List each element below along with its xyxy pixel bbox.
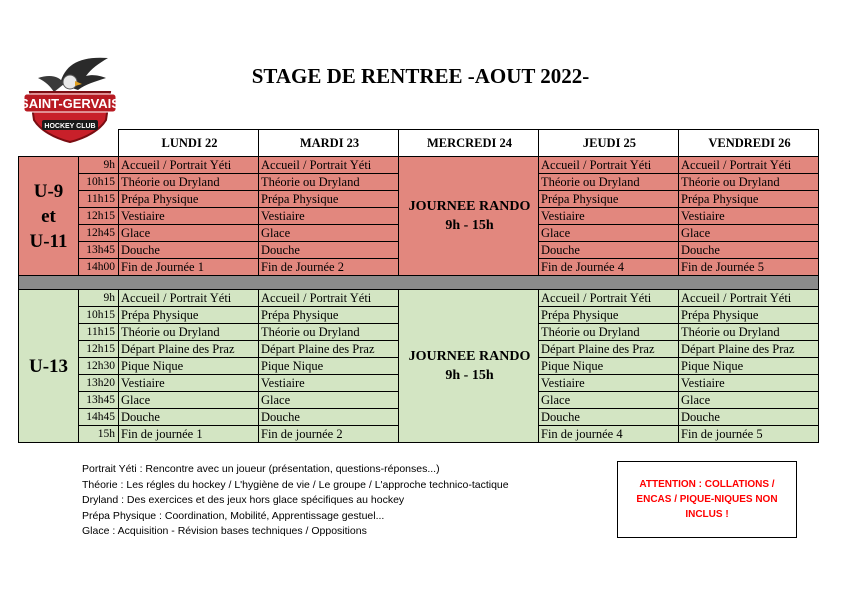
time-cell: 10h15 [79, 174, 119, 191]
activity-cell: Douche [679, 242, 819, 259]
time-cell: 13h45 [79, 392, 119, 409]
activity-cell: Glace [679, 225, 819, 242]
activity-cell: Théorie ou Dryland [679, 324, 819, 341]
schedule-table [18, 129, 819, 443]
activity-cell: Théorie ou Dryland [119, 174, 259, 191]
activity-cell: Vestiaire [119, 208, 259, 225]
activity-cell: Pique Nique [539, 358, 679, 375]
activity-cell: Théorie ou Dryland [679, 174, 819, 191]
activity-cell: Glace [259, 392, 399, 409]
time-cell: 10h15 [79, 307, 119, 324]
activity-cell: Prépa Physique [259, 191, 399, 208]
activity-cell: Fin de Journée 4 [539, 259, 679, 276]
activity-cell: Douche [119, 409, 259, 426]
time-cell: 9h [79, 290, 119, 307]
activity-cell: Prépa Physique [679, 191, 819, 208]
activity-cell: Prépa Physique [259, 307, 399, 324]
rando-title: JOURNEE RANDO [408, 199, 531, 214]
activity-cell: Fin de journée 5 [679, 426, 819, 443]
rando-hours: 9h - 15h [445, 218, 494, 233]
legend-line: Portrait Yéti : Rencontre avec un joueur (présentation, questions-réponses...) [82, 463, 440, 475]
separator-row [19, 276, 819, 290]
page-title: STAGE DE RENTREE -AOUT 2022- [251, 64, 590, 88]
group-label [19, 157, 79, 276]
activity-cell: Accueil / Portrait Yéti [679, 157, 819, 174]
legend-line: Dryland : Des exercices et des jeux hors glace spécifiques au hockey [82, 494, 405, 507]
activity-cell: Théorie ou Dryland [539, 324, 679, 341]
activity-cell: Vestiaire [679, 375, 819, 392]
activity-cell: Pique Nique [119, 358, 259, 375]
activity-cell: Accueil / Portrait Yéti [679, 290, 819, 307]
attention-notice [617, 461, 797, 538]
legend [82, 462, 509, 540]
rando-hours: 9h - 15h [445, 368, 494, 383]
activity-cell: Départ Plaine des Praz [539, 341, 679, 358]
group-label-line: et [41, 205, 56, 227]
activity-cell: Accueil / Portrait Yéti [259, 290, 399, 307]
activity-cell: Fin de Journée 1 [119, 259, 259, 276]
activity-cell: Vestiaire [259, 375, 399, 392]
activity-cell: Douche [259, 242, 399, 259]
rando-title: JOURNEE RANDO [408, 349, 531, 364]
activity-cell: Théorie ou Dryland [539, 174, 679, 191]
group-label-line: U-9 [33, 180, 64, 202]
day-header-tuesday: MARDI 23 [259, 130, 399, 157]
activity-cell: Glace [539, 225, 679, 242]
activity-cell: Douche [539, 409, 679, 426]
activity-cell: Départ Plaine des Praz [679, 341, 819, 358]
activity-cell: Prépa Physique [679, 307, 819, 324]
legend-line: Prépa Physique : Coordination, Mobilité, Apprentissage gestuel... [82, 509, 385, 522]
rando-cell [399, 290, 539, 443]
group-label-line: U-13 [28, 355, 69, 377]
activity-cell: Glace [119, 225, 259, 242]
schedule-row [19, 290, 819, 307]
activity-cell: Accueil / Portrait Yéti [119, 157, 259, 174]
time-cell: 13h45 [79, 242, 119, 259]
legend-line: Théorie : Les régles du hockey / L'hygiène de vie / Le groupe / L'approche technico-tactique [82, 478, 509, 491]
activity-cell: Prépa Physique [119, 307, 259, 324]
activity-cell: Accueil / Portrait Yéti [259, 157, 399, 174]
activity-cell: Pique Nique [679, 358, 819, 375]
time-cell: 9h [79, 157, 119, 174]
activity-cell: Douche [679, 409, 819, 426]
day-header-friday: VENDREDI 26 [679, 130, 819, 157]
time-cell: 12h30 [79, 358, 119, 375]
activity-cell: Fin de journée 2 [259, 426, 399, 443]
day-header-monday: LUNDI 22 [119, 130, 259, 157]
activity-cell: Douche [539, 242, 679, 259]
activity-cell: Pique Nique [259, 358, 399, 375]
activity-cell: Théorie ou Dryland [259, 324, 399, 341]
logo-name-text: SAINT-GERVAIS [20, 96, 120, 111]
rando-cell [399, 157, 539, 276]
time-cell: 12h45 [79, 225, 119, 242]
day-header-wednesday: MERCREDI 24 [399, 130, 539, 157]
activity-cell: Prépa Physique [119, 191, 259, 208]
activity-cell: Douche [259, 409, 399, 426]
time-cell: 14h45 [79, 409, 119, 426]
activity-cell: Fin de Journée 2 [259, 259, 399, 276]
activity-cell: Accueil / Portrait Yéti [539, 157, 679, 174]
activity-cell: Accueil / Portrait Yéti [539, 290, 679, 307]
activity-cell: Théorie ou Dryland [259, 174, 399, 191]
time-cell: 12h15 [79, 341, 119, 358]
activity-cell: Départ Plaine des Praz [259, 341, 399, 358]
activity-cell: Accueil / Portrait Yéti [119, 290, 259, 307]
legend-line: Glace : Acquisition - Révision bases techniques / Oppositions [82, 525, 367, 538]
group-label-line: U-11 [29, 230, 68, 252]
activity-cell: Glace [539, 392, 679, 409]
activity-cell: Douche [119, 242, 259, 259]
attention-text: ATTENTION : COLLATIONS / ENCAS / PIQUE-NIQUES NON INCLUS ! [636, 479, 778, 520]
header-row [19, 130, 819, 157]
activity-cell: Vestiaire [119, 375, 259, 392]
schedule-row [19, 157, 819, 174]
time-cell: 14h00 [79, 259, 119, 276]
group-label [19, 290, 79, 443]
activity-cell: Prépa Physique [539, 307, 679, 324]
activity-cell: Vestiaire [539, 375, 679, 392]
activity-cell: Glace [119, 392, 259, 409]
activity-cell: Vestiaire [259, 208, 399, 225]
activity-cell: Fin de journée 1 [119, 426, 259, 443]
activity-cell: Fin de journée 4 [539, 426, 679, 443]
activity-cell: Glace [259, 225, 399, 242]
activity-cell: Vestiaire [679, 208, 819, 225]
time-cell: 15h [79, 426, 119, 443]
time-cell: 11h15 [79, 191, 119, 208]
logo-sub-text: HOCKEY CLUB [44, 123, 96, 130]
activity-cell: Fin de Journée 5 [679, 259, 819, 276]
time-cell: 13h20 [79, 375, 119, 392]
time-cell: 12h15 [79, 208, 119, 225]
activity-cell: Prépa Physique [539, 191, 679, 208]
activity-cell: Vestiaire [539, 208, 679, 225]
activity-cell: Théorie ou Dryland [119, 324, 259, 341]
activity-cell: Départ Plaine des Praz [119, 341, 259, 358]
time-cell: 11h15 [79, 324, 119, 341]
day-header-thursday: JEUDI 25 [539, 130, 679, 157]
activity-cell: Glace [679, 392, 819, 409]
